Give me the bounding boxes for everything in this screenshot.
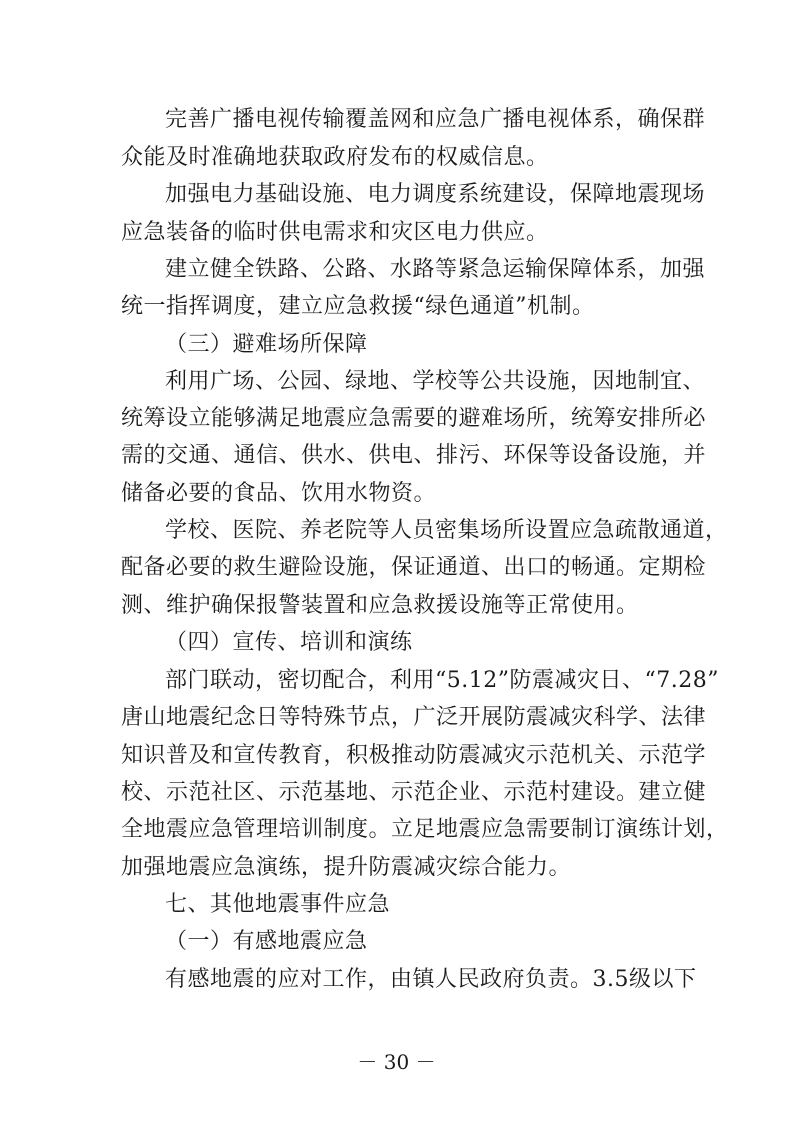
paragraph-line: 统一指挥调度，建立应急救援“绿色通道”机制。 xyxy=(121,294,595,319)
paragraph-line: 唐山地震纪念日等特殊节点，广泛开展防震减灾科学、法律 xyxy=(121,705,707,730)
paragraph-line: 有感地震的应对工作，由镇人民政府负责。3.5级以下 xyxy=(165,967,697,992)
paragraph-line: 配备必要的救生避险设施，保证通道、出口的畅通。定期检 xyxy=(121,555,707,580)
paragraph-line: 需的交通、通信、供水、供电、排污、环保等设备设施，并 xyxy=(121,443,707,468)
paragraph-line: 知识普及和宣传教育，积极推动防震减灾示范机关、示范学 xyxy=(121,743,707,768)
paragraph-line: 储备必要的食品、饮用水物资。 xyxy=(121,481,437,506)
paragraph-line: 测、维护确保报警装置和应急救援设施等正常使用。 xyxy=(121,593,639,618)
paragraph-line: 建立健全铁路、公路、水路等紧急运输保障体系，加强 xyxy=(165,257,706,282)
paragraph-line: 应急装备的临时供电需求和灾区电力供应。 xyxy=(121,220,549,245)
paragraph-line: 统筹设立能够满足地震应急需要的避难场所，统筹安排所必 xyxy=(121,406,707,431)
section-heading: （三）避难场所保障 xyxy=(165,332,368,357)
chapter-heading: 七、其他地震事件应急 xyxy=(165,892,391,917)
section-heading: （四）宣传、培训和演练 xyxy=(165,630,413,655)
paragraph-line: 完善广播电视传输覆盖网和应急广播电视体系，确保群 xyxy=(165,107,706,132)
paragraph-line: 部门联动，密切配合，利用“5.12”防震减灾日、“7.28” xyxy=(165,668,719,693)
paragraph-line: 利用广场、公园、绿地、学校等公共设施，因地制宜、 xyxy=(165,369,706,394)
paragraph-line: 众能及时准确地获取政府发布的权威信息。 xyxy=(121,145,549,170)
page-number: － 30 － xyxy=(357,1050,436,1074)
paragraph-line: 加强地震应急演练，提升防震减灾综合能力。 xyxy=(121,855,572,880)
paragraph-line: 全地震应急管理培训制度。立足地震应急需要制订演练计划， xyxy=(121,817,729,842)
section-heading: （一）有感地震应急 xyxy=(165,929,368,954)
paragraph-line: 加强电力基础设施、电力调度系统建设，保障地震现场 xyxy=(165,182,706,207)
paragraph-line: 校、示范社区、示范基地、示范企业、示范村建设。建立健 xyxy=(121,780,707,805)
paragraph-line: 学校、医院、养老院等人员密集场所设置应急疏散通道， xyxy=(165,518,728,543)
